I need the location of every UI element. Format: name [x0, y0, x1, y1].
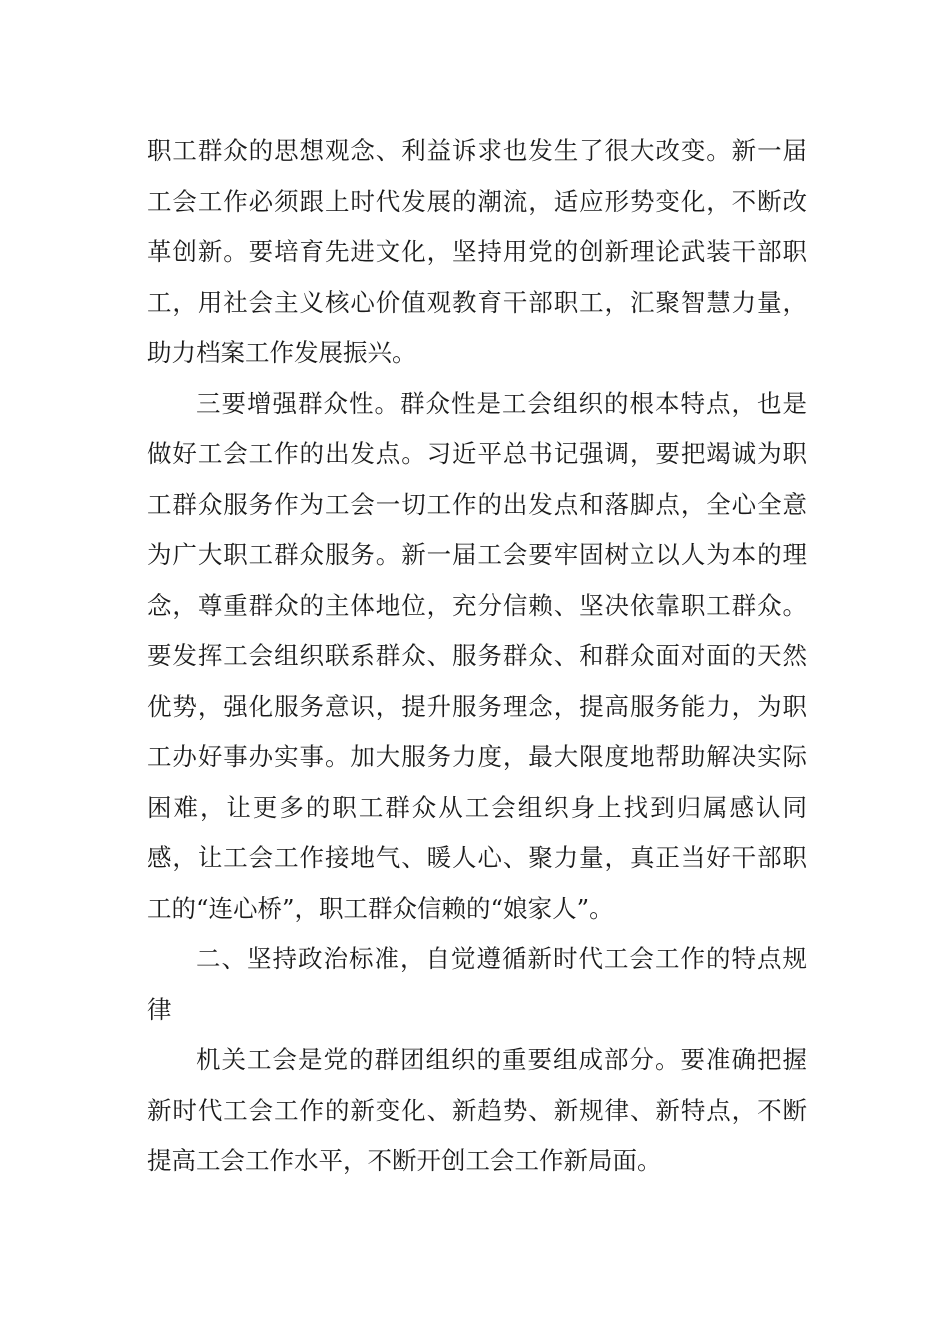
section-heading: 二、坚持政治标准，自觉遵循新时代工会工作的特点规律: [147, 944, 807, 1024]
paragraph-continuation: 职工群众的思想观念、利益诉求也发生了很大改变。新一届工会工作必须跟上时代发展的潮流，适应形势变化，不断改革创新。要培育先进文化，坚持用党的创新理论武装干部职工，用社会主义核心价值观教育干部职工，汇聚智慧力量，助力档案工作发展振兴。: [147, 136, 807, 367]
document-page: [147, 126, 807, 1187]
paragraph-union-organization: 机关工会是党的群团组织的重要组成部分。要准确把握新时代工会工作的新变化、新趋势、新规律、新特点，不断提高工会工作水平，不断开创工会工作新局面。: [147, 1045, 807, 1175]
paragraph-mass-nature: 三要增强群众性。群众性是工会组织的根本特点，也是做好工会工作的出发点。习近平总书记强调，要把竭诚为职工群众服务作为工会一切工作的出发点和落脚点，全心全意为广大职工群众服务。新一届工会要牢固树立以人为本的理念，尊重群众的主体地位，充分信赖、坚决依靠职工群众。要发挥工会组织联系群众、服务群众、和群众面对面的天然优势，强化服务意识，提升服务理念，提高服务能力，为职工办好事办实事。加大服务力度，最大限度地帮助解决实际困难，让更多的职工群众从工会组织身上找到归属感认同感，让工会工作接地气、暖人心、聚力量，真正当好干部职工的“连心桥”，职工群众信赖的“娘家人”。: [147, 388, 807, 923]
